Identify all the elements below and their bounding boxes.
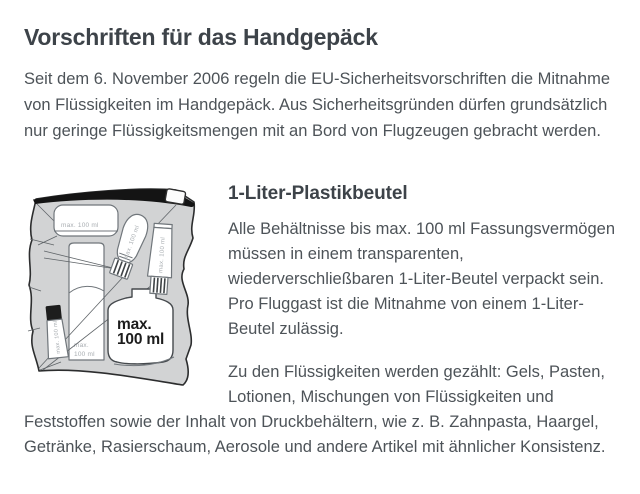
flat-bottle-label: max. 100 ml — [61, 222, 99, 229]
right-tube-label: max. 100 ml — [158, 236, 167, 274]
plastic-bag-graphic — [24, 181, 206, 391]
big-bottle — [108, 289, 174, 366]
liquids-bag-illustration — [24, 181, 206, 391]
zipper-slider — [165, 189, 186, 205]
tall-bottle — [69, 243, 104, 360]
section-paragraph-2: Zu den Flüssigkeiten werden gezählt: Gels, Pasten, Lotionen, Mischungen von Flüssigkeiten und Feststoffen sowie der Inhalt von Druckbehältern, wie z. B. Zahnpasta, Haargel, Getränke, Rasierschaum, Aerosole und andere Artikel mit ähnlicher Konsistenz. — [24, 363, 606, 456]
section-heading: 1-Liter-Plastikbeutel — [228, 183, 408, 204]
intro-paragraph: Seit dem 6. November 2006 regeln die EU-Sicherheitsvorschriften die Mitnahme von Flüssigkeiten im Handgepäck. Aus Sicherheitsgründen dürfen grundsätzlich nur geringe Flüssigkeitsmengen mit an Bord von Flugzeugen gebracht werden. — [24, 70, 611, 140]
section-content — [24, 181, 616, 460]
big-bottle-label-line1: max. — [117, 316, 152, 333]
section-paragraph-1: Alle Behältnisse bis max. 100 ml Fassungsvermögen müssen in einem transparenten, wiederverschließbaren 1-Liter-Beutel verpackt sein. Pro Fluggast ist die Mitnahme von einem 1-Liter-Beutel zulässig. — [228, 220, 616, 338]
page-title: Vorschriften für das Handgepäck — [24, 24, 378, 50]
tall-bottle-label-line1: max. — [74, 342, 89, 349]
tall-bottle-label-line2: 100 ml — [74, 351, 95, 358]
small-tube-label: max. 100 ml — [52, 320, 62, 354]
article-page — [0, 22, 640, 494]
drop-bottle-label: max. 100 ml — [123, 224, 142, 261]
big-bottle-label-line2: 100 ml — [117, 331, 165, 348]
